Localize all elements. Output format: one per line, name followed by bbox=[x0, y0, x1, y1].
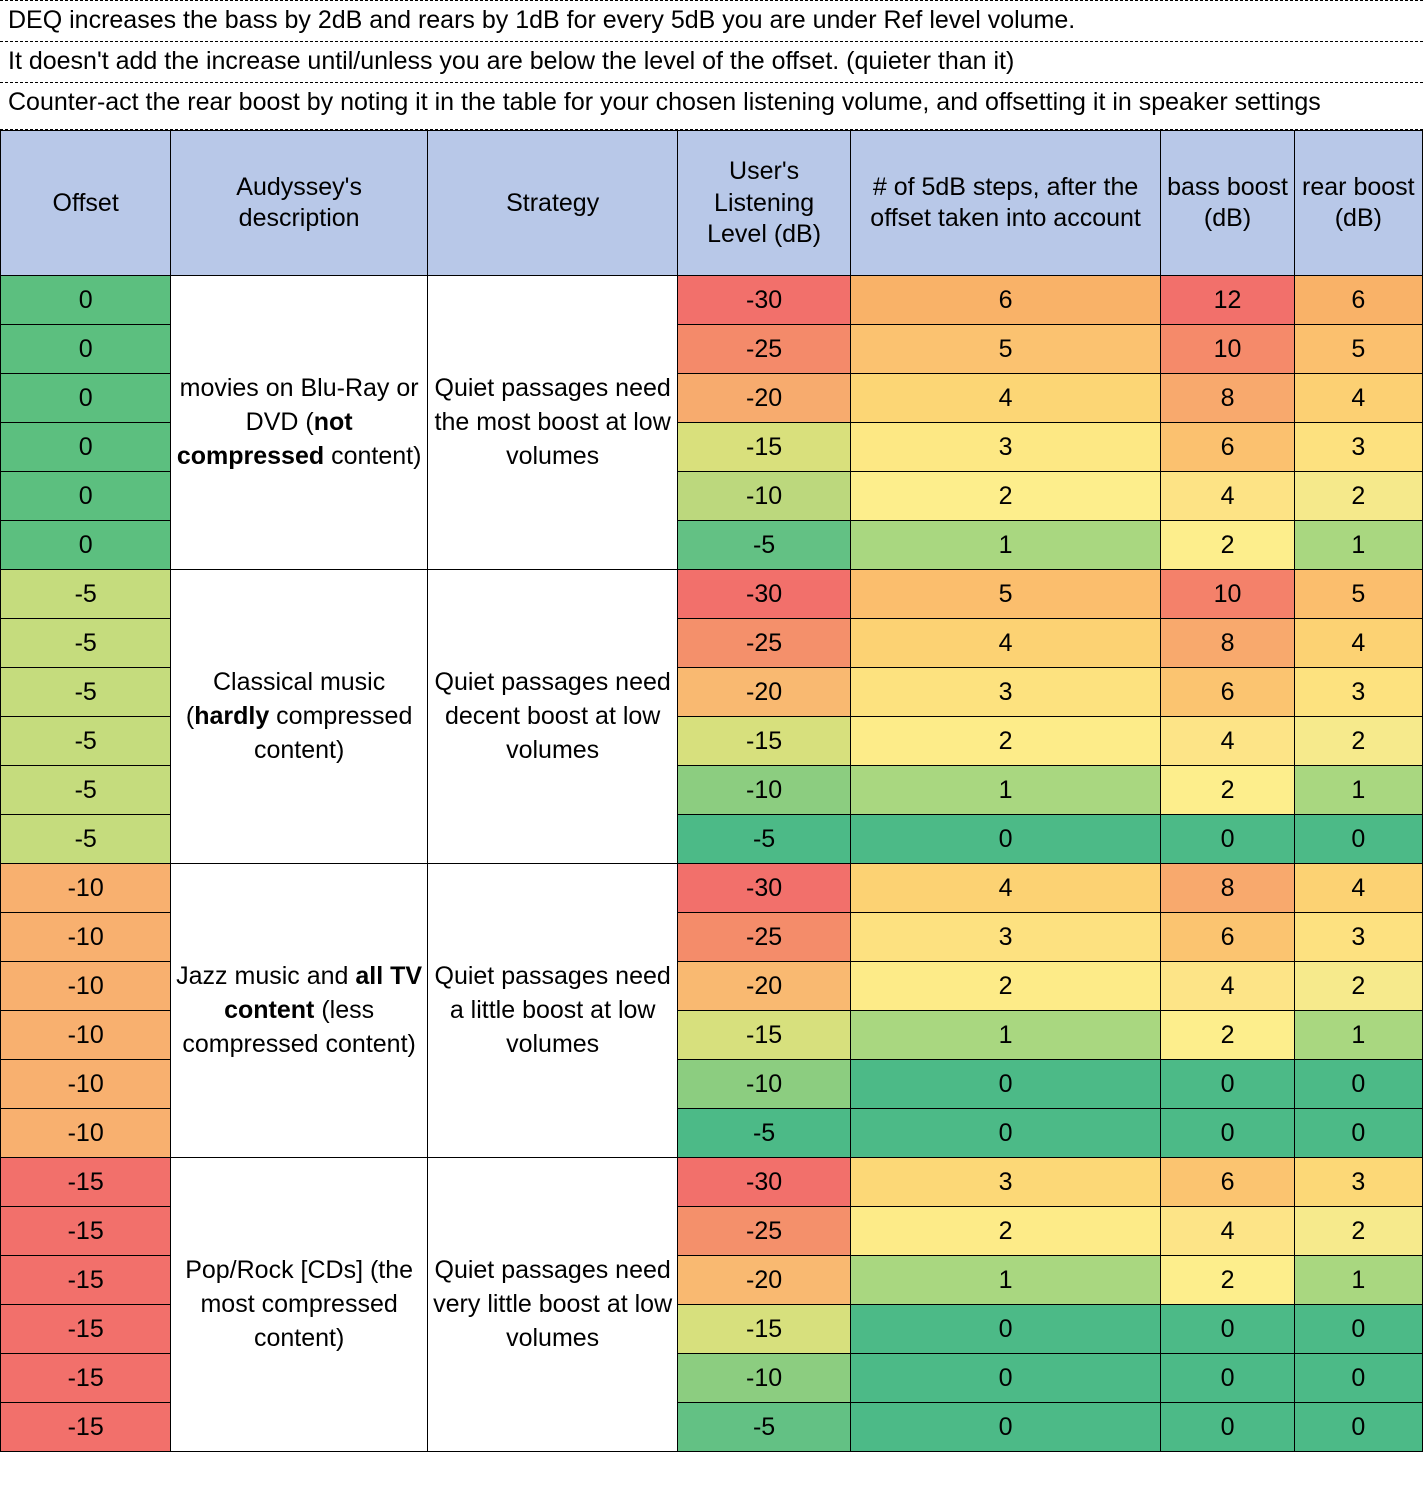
cell-bass-boost: 0 bbox=[1161, 1109, 1294, 1158]
table-row bbox=[1, 570, 1423, 619]
cell-bass-boost: 4 bbox=[1161, 962, 1294, 1011]
cell-offset: -5 bbox=[1, 668, 171, 717]
cell-steps: 1 bbox=[850, 1256, 1161, 1305]
cell-rear-boost: 2 bbox=[1294, 472, 1422, 521]
cell-listening-level: -30 bbox=[678, 570, 850, 619]
cell-steps: 1 bbox=[850, 521, 1161, 570]
cell-listening-level: -30 bbox=[678, 864, 850, 913]
cell-listening-level: -5 bbox=[678, 521, 850, 570]
cell-offset: 0 bbox=[1, 374, 171, 423]
cell-listening-level: -20 bbox=[678, 374, 850, 423]
cell-bass-boost: 4 bbox=[1161, 1207, 1294, 1256]
cell-rear-boost: 0 bbox=[1294, 815, 1422, 864]
cell-listening-level: -20 bbox=[678, 962, 850, 1011]
header-bass-boost: bass boost (dB) bbox=[1161, 131, 1294, 276]
cell-rear-boost: 4 bbox=[1294, 619, 1422, 668]
cell-rear-boost: 2 bbox=[1294, 717, 1422, 766]
cell-listening-level: -25 bbox=[678, 913, 850, 962]
cell-listening-level: -15 bbox=[678, 717, 850, 766]
cell-steps: 2 bbox=[850, 472, 1161, 521]
cell-listening-level: -25 bbox=[678, 619, 850, 668]
cell-offset: -10 bbox=[1, 1011, 171, 1060]
cell-rear-boost: 2 bbox=[1294, 1207, 1422, 1256]
cell-steps: 3 bbox=[850, 1158, 1161, 1207]
cell-listening-level: -10 bbox=[678, 1060, 850, 1109]
cell-offset: -5 bbox=[1, 570, 171, 619]
cell-bass-boost: 12 bbox=[1161, 276, 1294, 325]
header-strategy: Strategy bbox=[427, 131, 678, 276]
cell-rear-boost: 0 bbox=[1294, 1354, 1422, 1403]
cell-steps: 0 bbox=[850, 1305, 1161, 1354]
cell-listening-level: -30 bbox=[678, 1158, 850, 1207]
cell-bass-boost: 6 bbox=[1161, 668, 1294, 717]
cell-rear-boost: 3 bbox=[1294, 1158, 1422, 1207]
cell-strategy: Quiet passages need a little boost at low volumes bbox=[427, 864, 678, 1158]
note-line-3: Counter-act the rear boost by noting it in the table for your chosen listening volume, and offsetting it in speaker settings bbox=[8, 87, 1321, 116]
cell-listening-level: -20 bbox=[678, 1256, 850, 1305]
cell-offset: -10 bbox=[1, 1109, 171, 1158]
cell-bass-boost: 4 bbox=[1161, 472, 1294, 521]
cell-bass-boost: 0 bbox=[1161, 1354, 1294, 1403]
cell-bass-boost: 0 bbox=[1161, 1305, 1294, 1354]
cell-offset: 0 bbox=[1, 276, 171, 325]
cell-rear-boost: 1 bbox=[1294, 1256, 1422, 1305]
cell-bass-boost: 4 bbox=[1161, 717, 1294, 766]
cell-bass-boost: 6 bbox=[1161, 423, 1294, 472]
cell-bass-boost: 6 bbox=[1161, 913, 1294, 962]
cell-bass-boost: 10 bbox=[1161, 570, 1294, 619]
cell-listening-level: -15 bbox=[678, 1305, 850, 1354]
cell-rear-boost: 6 bbox=[1294, 276, 1422, 325]
note-line-2: It doesn't add the increase until/unless you are below the level of the offset. (quieter than it) bbox=[0, 42, 1423, 83]
cell-listening-level: -20 bbox=[678, 668, 850, 717]
cell-steps: 3 bbox=[850, 668, 1161, 717]
cell-listening-level: -25 bbox=[678, 1207, 850, 1256]
cell-description: movies on Blu-Ray or DVD (not compressed content) bbox=[171, 276, 428, 570]
cell-bass-boost: 0 bbox=[1161, 1060, 1294, 1109]
cell-bass-boost: 8 bbox=[1161, 864, 1294, 913]
cell-steps: 2 bbox=[850, 717, 1161, 766]
cell-bass-boost: 8 bbox=[1161, 374, 1294, 423]
cell-offset: 0 bbox=[1, 521, 171, 570]
cell-offset: -5 bbox=[1, 619, 171, 668]
cell-offset: -5 bbox=[1, 717, 171, 766]
cell-rear-boost: 1 bbox=[1294, 1011, 1422, 1060]
cell-rear-boost: 4 bbox=[1294, 374, 1422, 423]
cell-offset: -15 bbox=[1, 1354, 171, 1403]
header-rear-boost: rear boost (dB) bbox=[1294, 131, 1422, 276]
cell-listening-level: -10 bbox=[678, 1354, 850, 1403]
cell-rear-boost: 2 bbox=[1294, 962, 1422, 1011]
cell-steps: 2 bbox=[850, 1207, 1161, 1256]
cell-steps: 1 bbox=[850, 1011, 1161, 1060]
cell-rear-boost: 1 bbox=[1294, 521, 1422, 570]
cell-steps: 0 bbox=[850, 1060, 1161, 1109]
header-description: Audyssey's description bbox=[171, 131, 428, 276]
cell-bass-boost: 2 bbox=[1161, 766, 1294, 815]
cell-rear-boost: 0 bbox=[1294, 1060, 1422, 1109]
table-body bbox=[1, 276, 1423, 1452]
table-row bbox=[1, 864, 1423, 913]
cell-bass-boost: 0 bbox=[1161, 815, 1294, 864]
cell-steps: 5 bbox=[850, 325, 1161, 374]
cell-steps: 4 bbox=[850, 374, 1161, 423]
cell-steps: 3 bbox=[850, 913, 1161, 962]
cell-steps: 3 bbox=[850, 423, 1161, 472]
cell-rear-boost: 3 bbox=[1294, 423, 1422, 472]
cell-description: Pop/Rock [CDs] (the most compressed content) bbox=[171, 1158, 428, 1452]
cell-offset: -10 bbox=[1, 1060, 171, 1109]
header-row bbox=[1, 131, 1423, 276]
cell-listening-level: -5 bbox=[678, 815, 850, 864]
cell-steps: 1 bbox=[850, 766, 1161, 815]
cell-offset: 0 bbox=[1, 472, 171, 521]
cell-bass-boost: 2 bbox=[1161, 1256, 1294, 1305]
cell-steps: 0 bbox=[850, 1403, 1161, 1452]
cell-description: Classical music (hardly compressed content) bbox=[171, 570, 428, 864]
cell-bass-boost: 2 bbox=[1161, 1011, 1294, 1060]
cell-rear-boost: 1 bbox=[1294, 766, 1422, 815]
cell-steps: 0 bbox=[850, 1109, 1161, 1158]
cell-steps: 0 bbox=[850, 1354, 1161, 1403]
cell-steps: 2 bbox=[850, 962, 1161, 1011]
table-row bbox=[1, 276, 1423, 325]
cell-listening-level: -10 bbox=[678, 472, 850, 521]
cell-offset: -5 bbox=[1, 766, 171, 815]
cell-offset: -10 bbox=[1, 962, 171, 1011]
table-row bbox=[1, 1158, 1423, 1207]
cell-bass-boost: 8 bbox=[1161, 619, 1294, 668]
cell-offset: 0 bbox=[1, 325, 171, 374]
header-listening-level: User's Listening Level (dB) bbox=[678, 131, 850, 276]
cell-offset: -5 bbox=[1, 815, 171, 864]
cell-listening-level: -30 bbox=[678, 276, 850, 325]
deq-table bbox=[0, 130, 1423, 1452]
cell-rear-boost: 0 bbox=[1294, 1305, 1422, 1354]
cell-bass-boost: 0 bbox=[1161, 1403, 1294, 1452]
cell-offset: 0 bbox=[1, 423, 171, 472]
cell-listening-level: -10 bbox=[678, 766, 850, 815]
cell-rear-boost: 3 bbox=[1294, 668, 1422, 717]
cell-steps: 4 bbox=[850, 619, 1161, 668]
notes-block bbox=[0, 0, 1423, 130]
cell-rear-boost: 0 bbox=[1294, 1403, 1422, 1452]
table-header bbox=[1, 131, 1423, 276]
cell-bass-boost: 2 bbox=[1161, 521, 1294, 570]
cell-strategy: Quiet passages need the most boost at low volumes bbox=[427, 276, 678, 570]
cell-rear-boost: 5 bbox=[1294, 325, 1422, 374]
cell-rear-boost: 4 bbox=[1294, 864, 1422, 913]
cell-description: Jazz music and all TV content (less compressed content) bbox=[171, 864, 428, 1158]
cell-offset: -15 bbox=[1, 1305, 171, 1354]
cell-rear-boost: 3 bbox=[1294, 913, 1422, 962]
cell-steps: 4 bbox=[850, 864, 1161, 913]
cell-listening-level: -5 bbox=[678, 1403, 850, 1452]
cell-offset: -10 bbox=[1, 913, 171, 962]
cell-steps: 6 bbox=[850, 276, 1161, 325]
cell-bass-boost: 10 bbox=[1161, 325, 1294, 374]
cell-strategy: Quiet passages need decent boost at low volumes bbox=[427, 570, 678, 864]
cell-rear-boost: 5 bbox=[1294, 570, 1422, 619]
cell-bass-boost: 6 bbox=[1161, 1158, 1294, 1207]
cell-listening-level: -15 bbox=[678, 423, 850, 472]
cell-strategy: Quiet passages need very little boost at low volumes bbox=[427, 1158, 678, 1452]
note-line-1: DEQ increases the bass by 2dB and rears by 1dB for every 5dB you are under Ref level volume. bbox=[0, 1, 1423, 42]
cell-rear-boost: 0 bbox=[1294, 1109, 1422, 1158]
cell-offset: -15 bbox=[1, 1207, 171, 1256]
cell-steps: 0 bbox=[850, 815, 1161, 864]
cell-offset: -15 bbox=[1, 1403, 171, 1452]
cell-offset: -10 bbox=[1, 864, 171, 913]
header-offset: Offset bbox=[1, 131, 171, 276]
header-steps: # of 5dB steps, after the offset taken into account bbox=[850, 131, 1161, 276]
cell-steps: 5 bbox=[850, 570, 1161, 619]
cell-listening-level: -15 bbox=[678, 1011, 850, 1060]
cell-listening-level: -5 bbox=[678, 1109, 850, 1158]
cell-offset: -15 bbox=[1, 1256, 171, 1305]
cell-listening-level: -25 bbox=[678, 325, 850, 374]
cell-offset: -15 bbox=[1, 1158, 171, 1207]
